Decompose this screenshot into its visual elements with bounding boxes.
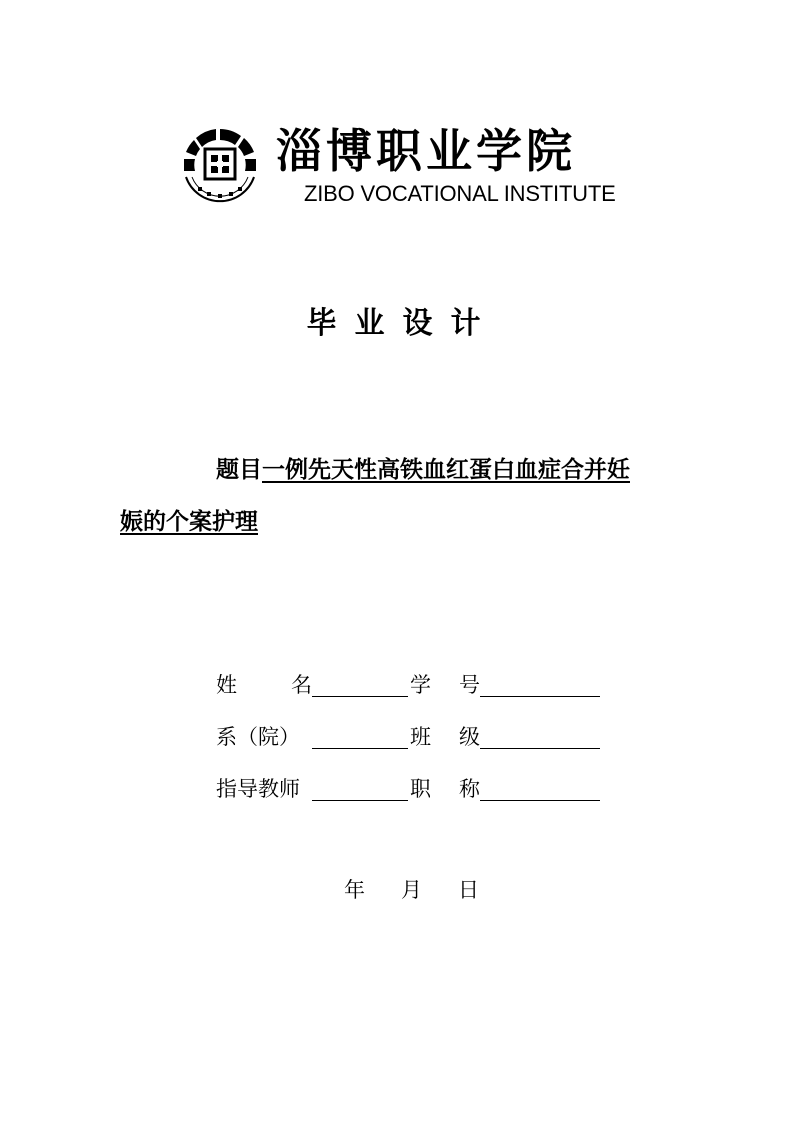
name-label bbox=[216, 669, 312, 699]
seal-icon bbox=[180, 125, 260, 205]
student-id-field[interactable] bbox=[480, 676, 600, 697]
thesis-topic bbox=[120, 444, 680, 548]
topic-text-line-2: 娠的个案护理 bbox=[120, 509, 258, 535]
date-day: 日 bbox=[458, 878, 479, 902]
topic-line-2 bbox=[120, 496, 680, 548]
school-header bbox=[180, 120, 640, 220]
student-id-label bbox=[410, 669, 480, 699]
advisor-label: 指导教师 bbox=[216, 777, 300, 801]
document-title: 毕业设计 bbox=[306, 306, 499, 341]
department-label: 系（院） bbox=[216, 725, 300, 749]
professional-title-label bbox=[410, 773, 480, 803]
info-row-advisor bbox=[216, 762, 636, 814]
name-field[interactable] bbox=[312, 676, 408, 697]
date-line bbox=[344, 872, 479, 908]
topic-text-line-1: 一例先天性高铁血红蛋白血症合并妊 bbox=[262, 457, 630, 483]
school-name-chinese: 淄博职业学院 bbox=[276, 124, 576, 178]
date-year: 年 bbox=[344, 878, 365, 902]
class-field[interactable] bbox=[480, 728, 600, 749]
topic-label: 题目 bbox=[216, 457, 262, 483]
department-field[interactable] bbox=[312, 728, 408, 749]
advisor-field[interactable] bbox=[312, 780, 408, 801]
student-info-form bbox=[216, 658, 636, 814]
name-label-char-1: 姓 bbox=[216, 673, 237, 697]
professional-title-label-char-2: 称 bbox=[459, 777, 480, 801]
class-label bbox=[410, 721, 480, 751]
topic-line-1 bbox=[120, 444, 680, 496]
info-row-department bbox=[216, 710, 636, 762]
professional-title-label-char-1: 职 bbox=[410, 777, 431, 801]
class-label-char-1: 班 bbox=[410, 725, 431, 749]
student-id-label-char-2: 号 bbox=[459, 673, 480, 697]
school-seal-logo bbox=[180, 125, 260, 205]
school-name-english: ZIBO VOCATIONAL INSTITUTE bbox=[304, 181, 616, 206]
student-id-label-char-1: 学 bbox=[410, 673, 431, 697]
info-row-name bbox=[216, 658, 636, 710]
name-label-char-2: 名 bbox=[291, 673, 312, 697]
class-label-char-2: 级 bbox=[459, 725, 480, 749]
professional-title-field[interactable] bbox=[480, 780, 600, 801]
date-month: 月 bbox=[401, 878, 422, 902]
